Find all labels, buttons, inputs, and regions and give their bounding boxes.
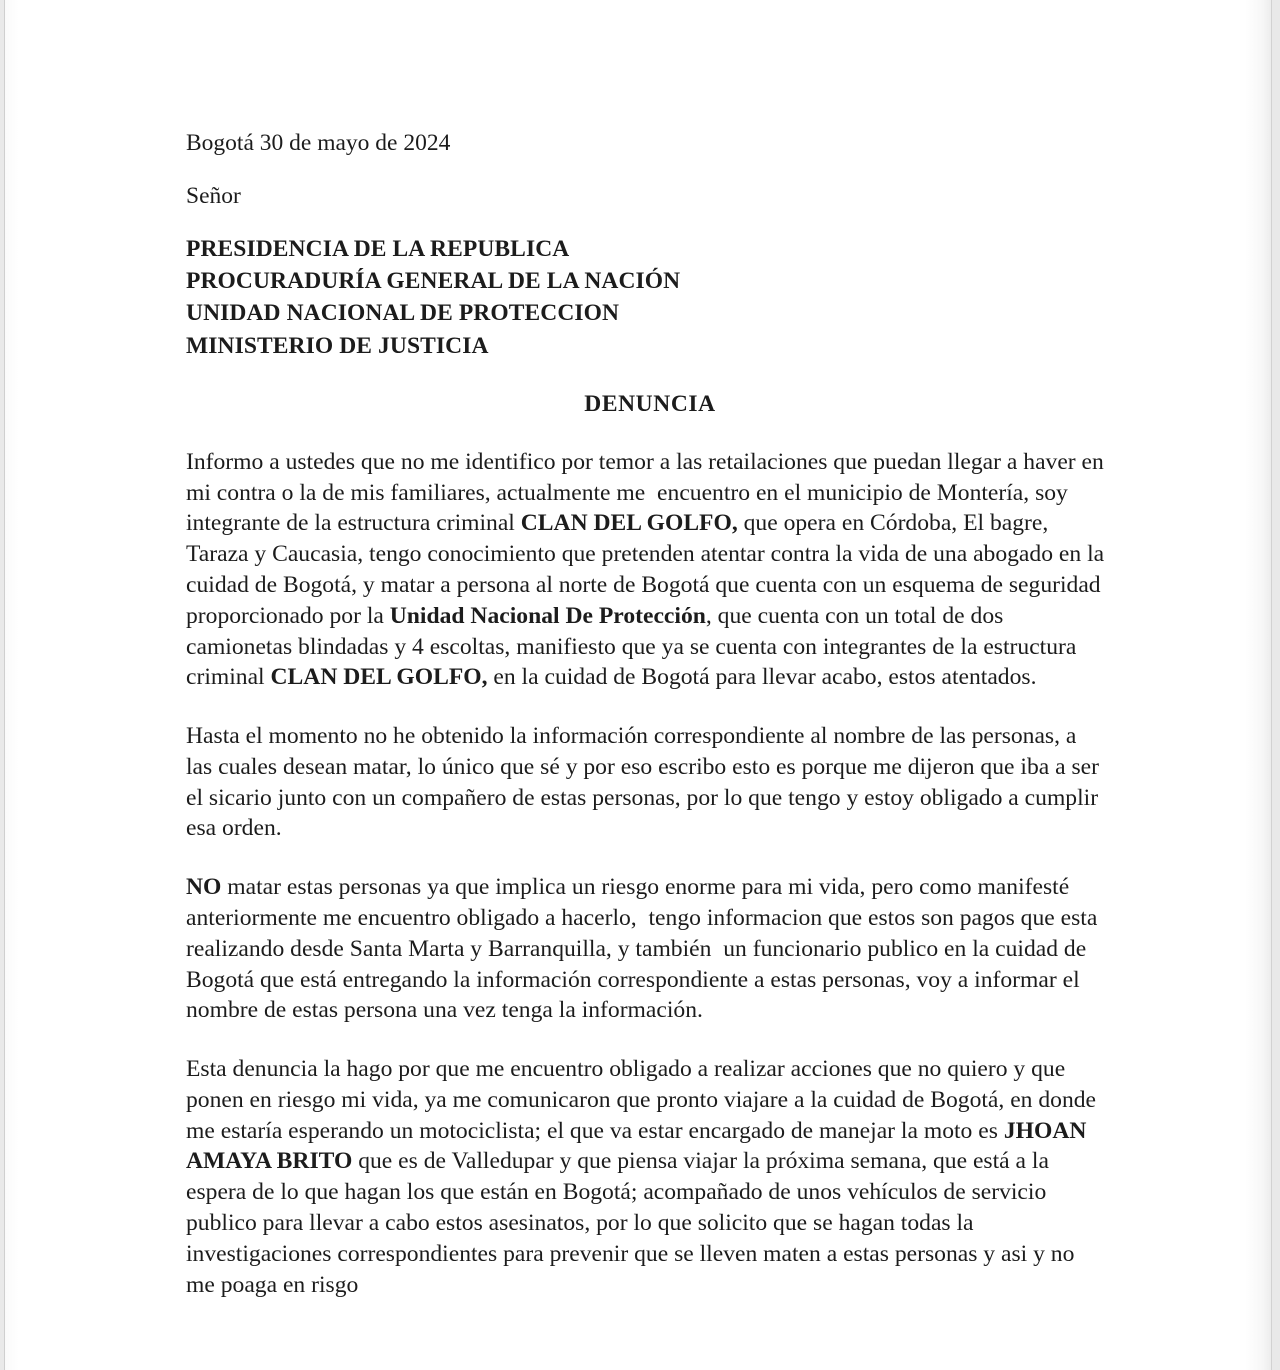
p4-bold-jhoan-amaya-brito: JHOAN AMAYA BRITO [186, 1117, 1091, 1175]
addressee-line-unidad-proteccion: UNIDAD NACIONAL DE PROTECCION [186, 300, 620, 327]
page-title: DENUNCIA [584, 390, 716, 417]
letter-body [186, 128, 1110, 1300]
document-page [4, 0, 1272, 1370]
paragraph-3 [186, 872, 1106, 1026]
p4-segment-1: Esta denuncia la hago por que me encuentro obligado a realizar acciones que no quiero y que ponen en riesgo mi vida, ya me comunicaron que pronto viajare a la cuidad de Bogotá, en donde me estaría esperando un motociclista; el que va estar encargado de manejar la moto es [186, 1056, 1102, 1144]
spacer-before-title [186, 362, 1106, 389]
p1-segment-1: Informo a ustedes que no me identifico por temor a las retailaciones que puedan llegar a haver en mi contra o la de mis familiares, actualmente me encuentro en el municipio de Montería, soy integrante de la estructura criminal [186, 448, 1110, 537]
salutation: Señor [186, 182, 241, 209]
p1-bold-clan-del-golfo-2: CLAN DEL GOLFO, [270, 664, 488, 691]
date-line: Bogotá 30 de mayo de 2024 [186, 130, 451, 156]
paragraph-4 [186, 1054, 1106, 1300]
spacer-after-title [186, 420, 1106, 447]
addressee-line-ministerio-justicia: MINISTERIO DE JUSTICIA [186, 332, 489, 359]
addressee-line-presidencia: PRESIDENCIA DE LA REPUBLICA [186, 236, 570, 263]
p3-bold-no: NO [186, 874, 222, 901]
p4-segment-2: que es de Valledupar y que piensa viajar la próxima semana, que está a la espera de lo que hagan los que están en Bogotá; acompañado de unos vehículos de servicio publico para llevar a cabo estos asesinatos, por lo que solicito que se hagan todas la investigaciones correspondientes para prevenir que se lleven maten a estas personas y asi y no me poaga en risgo [186, 1148, 1081, 1298]
p2-segment-1: Hasta el momento no he obtenido la información correspondiente al nombre de las personas, a las cuales desean matar, lo único que sé y por eso escribo esto es porque me dijeron que iba a ser el sicario junto con un compañero de estas personas, por lo que tengo y estoy obligado a cumplir esa orden. [186, 723, 1105, 842]
p1-bold-clan-del-golfo-1: CLAN DEL GOLFO, [520, 510, 738, 537]
paragraph-1 [186, 447, 1110, 693]
p1-segment-3: , que cuenta con un total de dos camionetas blindadas y 4 escoltas, manifiesto que ya se cuenta con integrantes de la estructura criminal [186, 602, 1083, 691]
p1-segment-2: que opera en Córdoba, El bagre, Taraza y Caucasia, tengo conocimiento que pretenden atentar contra la vida de una abogado en la cuidad de Bogotá, y matar a persona al norte de Bogotá que cuenta con un esquema de seguridad proporcionado por la [186, 510, 1110, 629]
spacer-after-salutation [186, 211, 1106, 233]
addressee-block [186, 233, 1106, 362]
addressee-line-procuraduria: PROCURADURÍA GENERAL DE LA NACIÓN [186, 268, 681, 295]
spacer-after-date [186, 159, 1106, 181]
paragraph-2 [186, 721, 1106, 844]
p1-segment-4: en la cuidad de Bogotá para llevar acabo, estos atentados. [487, 664, 1037, 691]
p3-segment-1: matar estas personas ya que implica un riesgo enorme para mi vida, pero como manifesté anteriormente me encuentro obligado a hacerlo, tengo informacion que estos son pagos que esta realizando desde Santa Marta y Barranquilla, y también un funcionario publico en la cuidad de Bogotá que está entregando la información correspondiente a estas personas, voy a informar el nombre de estas persona una vez tenga la información. [186, 874, 1104, 1024]
p1-bold-unidad-nacional-proteccion: Unidad Nacional De Protección [389, 602, 706, 629]
